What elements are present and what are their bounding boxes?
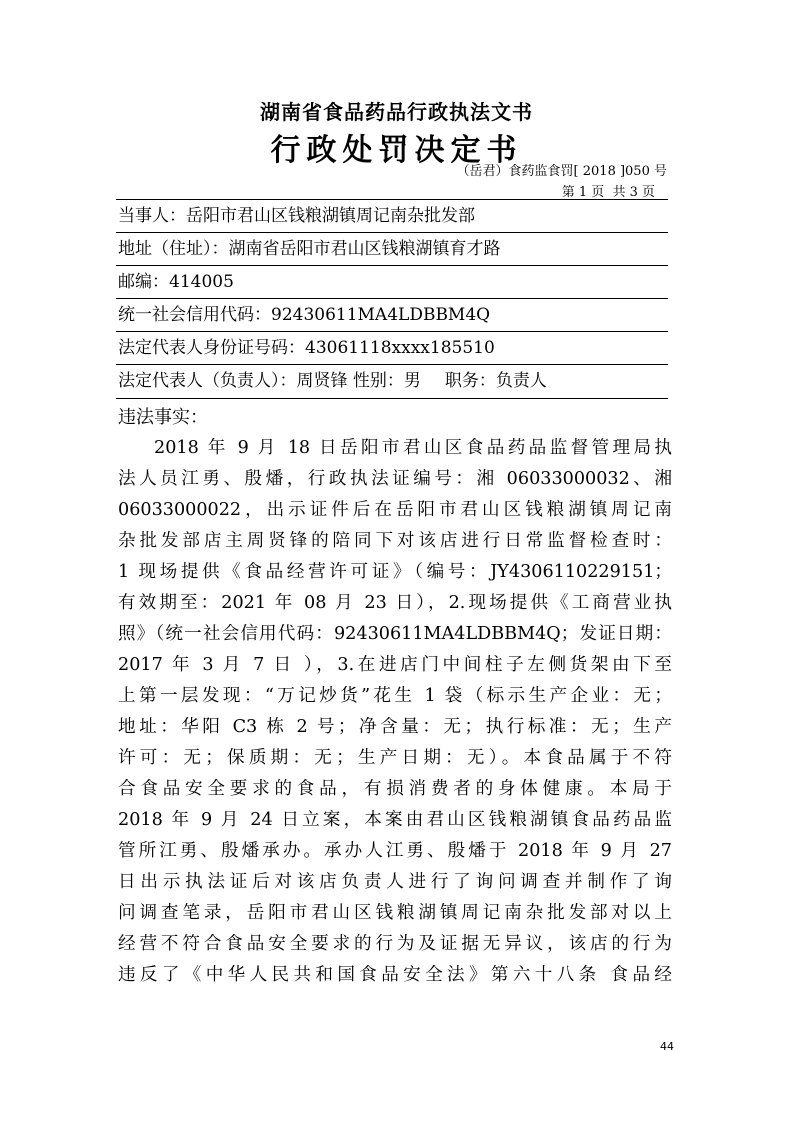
document-number: （岳君）食药监食罚[ 2018 ]050 号 (456, 164, 667, 179)
body-line: 违反了《中华人民共和国食品安全法》第六十八条 食品经 (118, 965, 672, 985)
body-line: 2018 年 9 月 24 日立案，本案由君山区钱粮湖镇食品药品监 (118, 810, 672, 830)
page-total: 共 3 页 (612, 185, 655, 200)
body-line: 经营不符合食品安全要求的行为及证据无异议，该店的行为 (118, 934, 672, 954)
party-id-number: 法定代表人身份证号码：43061118xxxx185510 (116, 332, 668, 365)
party-credit-code: 统一社会信用代码：92430611MA4LDBBM4Q (116, 299, 668, 332)
body-line: 合食品安全要求的食品，有损消费者的身体健康。本局于 (118, 779, 672, 799)
agency-title: 湖南省食品药品行政执法文书 (260, 100, 533, 124)
violation-title: 违法事实： (118, 407, 208, 428)
body-line: 问调查笔录，岳阳市君山区钱粮湖镇周记南杂批发部对以上 (118, 903, 672, 923)
body-line: 许可：无；保质期：无；生产日期：无）。本食品属于不符 (118, 748, 672, 768)
body-line: 日出示执法证后对该店负责人进行了询问调查并制作了询 (118, 872, 672, 892)
document-title: 行政处罚决定书 (270, 133, 523, 168)
body-line: 2017 年 3 月 7 日 ），3.在进店门中间柱子左侧货架由下至 (118, 655, 672, 675)
party-info-table (116, 199, 668, 399)
body-line: 照》（统一社会信用代码：92430611MA4LDBBM4Q；发证日期： (118, 624, 672, 644)
body-line: 管所江勇、殷燔承办。承办人江勇、殷燔于 2018 年 9 月 27 (118, 841, 672, 861)
page-current: 第 1 页 (561, 185, 605, 200)
page-indicator (558, 181, 655, 200)
body-line: 杂批发部店主周贤锋的陪同下对该店进行日常监督检查时： (118, 531, 672, 551)
body-line: 上第一层发现：“万记炒货”花生 1 袋（标示生产企业：无； (118, 686, 672, 706)
body-line: 有效期至：2021 年 08 月 23 日），2.现场提供《工商营业执 (118, 593, 672, 613)
party-representative: 法定代表人（负责人）：周贤锋 性别：男 (118, 371, 421, 391)
body-line: 地址：华阳 C3 栋 2 号；净含量：无；执行标准：无；生产 (118, 717, 672, 737)
party-representative-row (116, 365, 668, 398)
party-postcode: 邮编：414005 (116, 266, 668, 299)
body-line: 法人员江勇、殷燔，行政执法证编号：湘 06033000032、湘 (118, 469, 672, 489)
party-name: 当事人：岳阳市君山区钱粮湖镇周记南杂批发部 (116, 200, 668, 233)
page-footer-number: 44 (660, 1040, 674, 1053)
party-address: 地址（住址）：湖南省岳阳市君山区钱粮湖镇育才路 (116, 233, 668, 266)
body-line: 2018 年 9 月 18 日岳阳市君山区食品药品监督管理局执 (154, 438, 672, 458)
violation-body (118, 433, 672, 991)
party-position: 职务：负责人 (444, 371, 547, 391)
body-line: 06033000022，出示证件后在岳阳市君山区钱粮湖镇周记南 (118, 500, 672, 520)
body-line: 1 现场提供《食品经营许可证》（编号：JY4306110229151； (118, 562, 672, 582)
